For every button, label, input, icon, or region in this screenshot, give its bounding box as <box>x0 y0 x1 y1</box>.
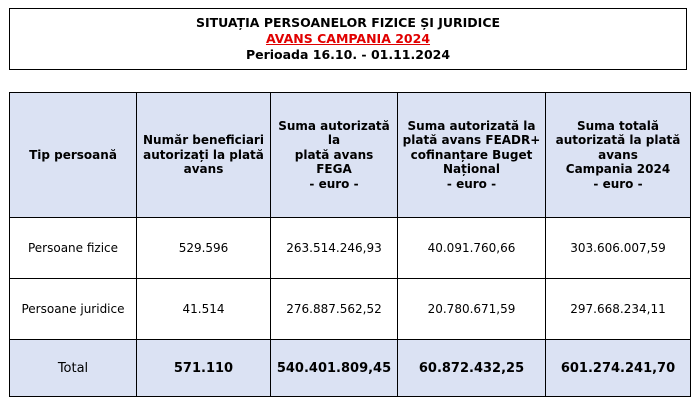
cell-suma-fega: 263.514.246,93 <box>271 218 398 279</box>
column-header-suma-fega: Suma autorizată la plată avans FEGA - euro - <box>271 93 398 218</box>
column-header-suma-totala: Suma totală autorizată la plată avans Campania 2024 - euro - <box>546 93 691 218</box>
row-label: Persoane fizice <box>10 218 137 279</box>
column-header-numar-beneficiari: Număr beneficiari autorizați la plată avans <box>137 93 271 218</box>
cell-numar-beneficiari: 529.596 <box>137 218 271 279</box>
cell-total-numar-beneficiari: 571.110 <box>137 340 271 397</box>
cell-suma-fega: 276.887.562,52 <box>271 279 398 340</box>
cell-total-suma-totala: 601.274.241,70 <box>546 340 691 397</box>
cell-suma-totala: 303.606.007,59 <box>546 218 691 279</box>
cell-suma-feadr: 20.780.671,59 <box>398 279 546 340</box>
cell-suma-totala: 297.668.234,11 <box>546 279 691 340</box>
row-label: Persoane juridice <box>10 279 137 340</box>
cell-total-suma-feadr: 60.872.432,25 <box>398 340 546 397</box>
column-header-suma-feadr: Suma autorizată la plată avans FEADR+ cofinanțare Buget Național - euro - <box>398 93 546 218</box>
column-header-tip-persoana: Tip persoană <box>10 93 137 218</box>
report-subtitle: AVANS CAMPANIA 2024 <box>265 31 431 46</box>
report-header <box>9 8 687 70</box>
row-label: Total <box>10 340 137 397</box>
summary-table <box>9 92 691 397</box>
table-row-total <box>10 340 691 397</box>
cell-suma-feadr: 40.091.760,66 <box>398 218 546 279</box>
table-header-row <box>10 93 691 218</box>
cell-total-suma-fega: 540.401.809,45 <box>271 340 398 397</box>
cell-numar-beneficiari: 41.514 <box>137 279 271 340</box>
report-period: Perioada 16.10. - 01.11.2024 <box>245 47 451 62</box>
table-row-persoane-fizice <box>10 218 691 279</box>
report-title: SITUAȚIA PERSOANELOR FIZICE ȘI JURIDICE <box>195 15 501 30</box>
table-row-persoane-juridice <box>10 279 691 340</box>
